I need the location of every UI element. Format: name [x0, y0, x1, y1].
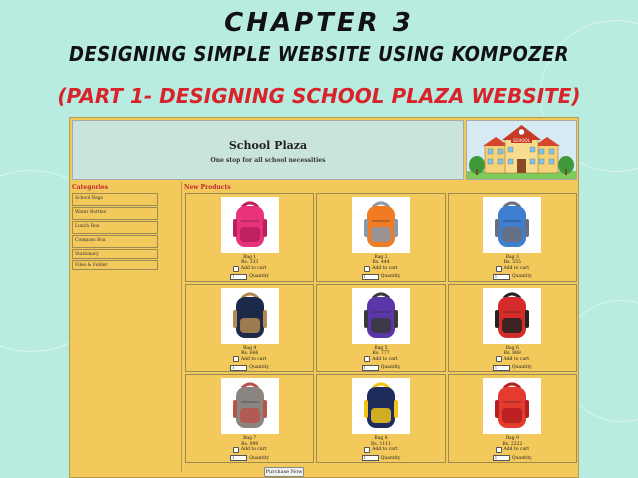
add-to-cart-checkbox[interactable] — [496, 356, 502, 362]
add-to-cart-checkbox[interactable] — [233, 356, 239, 362]
product-name: Bag 6 — [505, 345, 519, 351]
product-info — [449, 255, 576, 280]
quantity-label: Quantity — [249, 455, 270, 461]
product-card — [316, 374, 445, 463]
product-info — [317, 346, 444, 371]
school-plaza-website — [69, 117, 579, 478]
product-name: Bag 1 — [243, 255, 257, 260]
add-to-cart-checkbox[interactable] — [364, 266, 370, 272]
slide-subheading: (PART 1- DESIGNING SCHOOL PLAZA WEBSITE) — [57, 84, 581, 108]
quantity-input[interactable]: 1 — [493, 274, 510, 280]
slide-heading: DESIGNING SIMPLE WEBSITE USING KOMPOZER — [69, 42, 569, 66]
category-item-water-bottles[interactable]: Water Bottles — [72, 207, 158, 220]
add-to-cart-checkbox[interactable] — [364, 356, 370, 362]
backpack-icon — [352, 378, 410, 434]
product-info — [449, 436, 576, 461]
purchase-now-button[interactable]: Purchase Now — [265, 469, 303, 475]
category-item-school-bags[interactable]: School Bags — [72, 193, 158, 206]
add-to-cart-row — [364, 266, 398, 272]
quantity-label: Quantity — [511, 274, 532, 280]
quantity-label: Quantity — [511, 364, 532, 370]
product-price: Rs. 333 — [241, 260, 259, 266]
add-to-cart-checkbox[interactable] — [233, 447, 239, 453]
backpack-icon — [483, 288, 541, 344]
category-item-files-folder[interactable]: Files & Folder — [72, 260, 158, 270]
product-name: Bag 8 — [374, 436, 388, 442]
product-card — [316, 284, 445, 373]
backpack-image — [483, 197, 541, 253]
quantity-input[interactable]: 1 — [230, 274, 247, 280]
add-to-cart-row — [496, 356, 530, 362]
add-to-cart-row — [233, 266, 267, 272]
product-card — [185, 374, 314, 463]
add-to-cart-row — [233, 356, 267, 362]
product-price: Rs. 1111 — [370, 441, 391, 447]
product-card — [185, 193, 314, 282]
add-to-cart-checkbox[interactable] — [364, 447, 370, 453]
slide-chapter-title: CHAPTER 3 — [224, 8, 414, 38]
backpack-image — [352, 288, 410, 344]
backpack-icon — [221, 378, 279, 434]
product-info — [186, 346, 313, 371]
product-name: Bag 4 — [243, 345, 257, 351]
school-building-icon — [467, 121, 576, 179]
quantity-row — [230, 274, 269, 280]
quantity-input[interactable]: 1 — [362, 274, 379, 280]
product-price: Rs. 888 — [503, 350, 521, 356]
backpack-image — [221, 197, 279, 253]
backpack-image — [221, 378, 279, 434]
column-divider — [181, 182, 182, 472]
quantity-input[interactable]: 1 — [493, 365, 510, 371]
backpack-icon — [221, 288, 279, 344]
quantity-row — [362, 455, 401, 461]
product-card — [316, 193, 445, 282]
backpack-image — [483, 288, 541, 344]
add-to-cart-checkbox[interactable] — [233, 266, 239, 272]
quantity-label: Quantity — [249, 274, 270, 280]
product-grid — [185, 193, 577, 463]
product-price: Rs. 2222 — [502, 441, 523, 447]
add-to-cart-label: Add to cart — [372, 265, 398, 271]
product-name: Bag 9 — [505, 436, 519, 442]
quantity-input[interactable]: 1 — [230, 455, 247, 461]
add-to-cart-label: Add to cart — [372, 356, 398, 362]
product-info — [317, 255, 444, 280]
school-building-logo — [466, 120, 577, 180]
category-item-lunch-box[interactable]: Lunch Box — [72, 221, 158, 234]
product-info — [186, 255, 313, 280]
product-card — [185, 284, 314, 373]
add-to-cart-label: Add to cart — [503, 265, 530, 271]
quantity-label: Quantity — [380, 364, 401, 370]
add-to-cart-row — [364, 356, 398, 362]
backpack-icon — [221, 197, 279, 253]
product-card — [448, 193, 577, 282]
quantity-label: Quantity — [380, 274, 401, 280]
backpack-image — [352, 197, 410, 253]
add-to-cart-label: Add to cart — [240, 356, 267, 362]
add-to-cart-row — [496, 447, 530, 453]
product-info — [186, 436, 313, 461]
category-item-stationary[interactable]: Stationary — [72, 249, 158, 259]
add-to-cart-row — [233, 447, 267, 453]
add-to-cart-label: Add to cart — [372, 447, 398, 453]
logo-sign-text: SCHOOL — [513, 138, 530, 143]
backpack-icon — [352, 197, 410, 253]
quantity-row — [493, 455, 532, 461]
backpack-icon — [483, 197, 541, 253]
backpack-icon — [352, 288, 410, 344]
quantity-input[interactable]: 1 — [362, 365, 379, 371]
quantity-input[interactable]: 1 — [230, 365, 247, 371]
backpack-image — [352, 378, 410, 434]
product-price: Rs. 666 — [241, 350, 259, 356]
category-list — [72, 193, 158, 271]
product-price: Rs. 999 — [241, 441, 259, 447]
add-to-cart-label: Add to cart — [503, 356, 530, 362]
add-to-cart-checkbox[interactable] — [496, 447, 502, 453]
quantity-label: Quantity — [380, 455, 401, 461]
product-info — [317, 436, 444, 461]
quantity-row — [493, 274, 532, 280]
product-name: Bag 3 — [505, 255, 519, 260]
new-products-heading: New Products — [184, 184, 231, 191]
quantity-row — [230, 365, 269, 371]
add-to-cart-checkbox[interactable] — [496, 266, 502, 272]
site-title: School Plaza — [228, 139, 308, 152]
site-tagline: One stop for all school necessities — [210, 157, 326, 164]
add-to-cart-label: Add to cart — [240, 265, 267, 271]
quantity-row — [362, 274, 401, 280]
quantity-label: Quantity — [511, 455, 532, 461]
add-to-cart-row — [496, 266, 530, 272]
backpack-image — [483, 378, 541, 434]
product-info — [449, 346, 576, 371]
product-name: Bag 5 — [374, 345, 388, 351]
category-item-compass-box[interactable]: Compass Box — [72, 235, 158, 248]
product-name: Bag 2 — [374, 255, 388, 260]
product-card — [448, 284, 577, 373]
product-card — [448, 374, 577, 463]
backpack-icon — [483, 378, 541, 434]
quantity-label: Quantity — [249, 364, 270, 370]
quantity-input[interactable]: 1 — [362, 455, 379, 461]
add-to-cart-label: Add to cart — [240, 447, 267, 453]
categories-heading: Categories — [72, 184, 109, 191]
quantity-row — [362, 365, 401, 371]
quantity-input[interactable]: 1 — [493, 455, 510, 461]
quantity-row — [230, 455, 269, 461]
quantity-row — [493, 365, 532, 371]
add-to-cart-label: Add to cart — [503, 447, 530, 453]
product-price: Rs. 777 — [372, 350, 390, 356]
add-to-cart-row — [364, 447, 398, 453]
product-price: Rs. 555 — [503, 260, 521, 266]
backpack-image — [221, 288, 279, 344]
site-banner — [72, 120, 464, 180]
product-price: Rs. 444 — [372, 260, 390, 266]
product-name: Bag 7 — [243, 436, 257, 442]
